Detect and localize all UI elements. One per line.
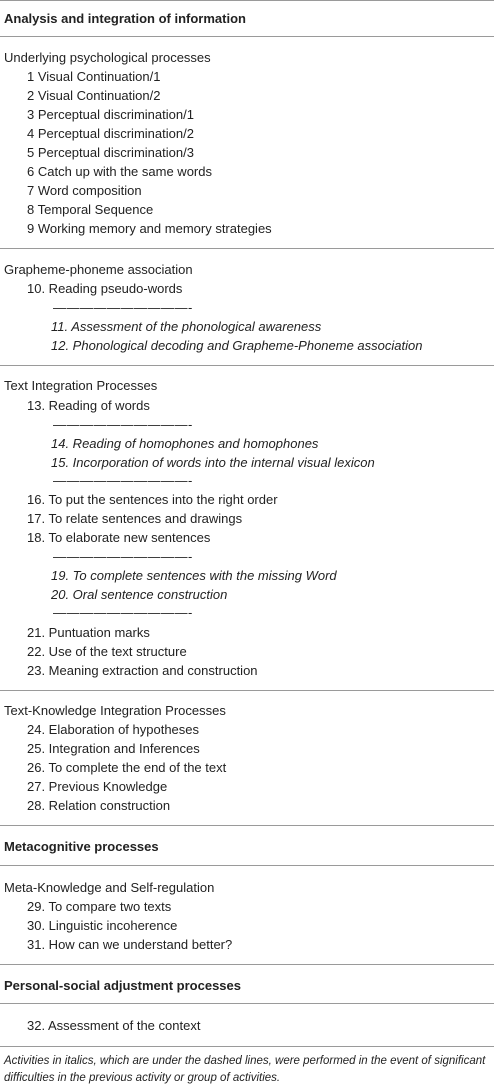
list-item: 3 Perceptual discrimination/1 bbox=[27, 107, 194, 122]
list-item: 23. Meaning extraction and construction bbox=[27, 663, 258, 678]
list-item: 5 Perceptual discrimination/3 bbox=[27, 145, 194, 160]
group-title-grapheme: Grapheme-phoneme association bbox=[4, 262, 193, 277]
list-item: 28. Relation construction bbox=[27, 798, 171, 813]
list-item-italic: 12. Phonological decoding and Grapheme-Phoneme association bbox=[51, 338, 423, 353]
list-item: 7 Word composition bbox=[27, 183, 142, 198]
dashed-line: ——————————- bbox=[53, 417, 193, 432]
group-rule bbox=[0, 365, 494, 366]
list-item: 31. How can we understand better? bbox=[27, 937, 233, 952]
section-rule bbox=[0, 36, 494, 37]
list-item: 17. To relate sentences and drawings bbox=[27, 511, 243, 526]
list-item: 13. Reading of words bbox=[27, 398, 150, 413]
group-rule bbox=[0, 248, 494, 249]
list-item: 21. Puntuation marks bbox=[27, 625, 150, 640]
list-item: 27. Previous Knowledge bbox=[27, 779, 168, 794]
list-item: 24. Elaboration of hypotheses bbox=[27, 722, 200, 737]
list-item: 16. To put the sentences into the right order bbox=[27, 492, 278, 507]
list-item: 22. Use of the text structure bbox=[27, 644, 187, 659]
dashed-line: ——————————- bbox=[53, 473, 193, 488]
dashed-line: ——————————- bbox=[53, 300, 193, 315]
list-item: 9 Working memory and memory strategies bbox=[27, 221, 272, 236]
section-title-analysis: Analysis and integration of information bbox=[4, 11, 246, 26]
list-item: 29. To compare two texts bbox=[27, 899, 172, 914]
list-item-italic: 14. Reading of homophones and homophones bbox=[51, 436, 319, 451]
dashed-line: ——————————- bbox=[53, 549, 193, 564]
table-footnote: Activities in italics, which are under the dashed lines, were performed in the event of significant difficulties in the previous activity or group of activities. bbox=[4, 1055, 486, 1084]
list-item: 30. Linguistic incoherence bbox=[27, 918, 178, 933]
list-item: 18. To elaborate new sentences bbox=[27, 530, 211, 545]
list-item-italic: 15. Incorporation of words into the internal visual lexicon bbox=[51, 455, 375, 470]
list-item: 10. Reading pseudo-words bbox=[27, 281, 183, 296]
list-item-italic: 20. Oral sentence construction bbox=[51, 587, 228, 602]
list-item: 8 Temporal Sequence bbox=[27, 202, 154, 217]
table-top-rule bbox=[0, 0, 494, 1]
list-item: 1 Visual Continuation/1 bbox=[27, 69, 161, 84]
list-item: 2 Visual Continuation/2 bbox=[27, 88, 161, 103]
list-item: 26. To complete the end of the text bbox=[27, 760, 227, 775]
list-item: 6 Catch up with the same words bbox=[27, 164, 212, 179]
group-title-meta-knowledge: Meta-Knowledge and Self-regulation bbox=[4, 880, 215, 895]
list-item: 4 Perceptual discrimination/2 bbox=[27, 126, 194, 141]
section-rule bbox=[0, 825, 494, 826]
list-item-italic: 19. To complete sentences with the missing Word bbox=[51, 568, 337, 583]
group-title-underlying: Underlying psychological processes bbox=[4, 50, 211, 65]
section-title-personal-social: Personal-social adjustment processes bbox=[4, 978, 241, 993]
group-title-text-integration: Text Integration Processes bbox=[4, 378, 158, 393]
section-title-metacognitive: Metacognitive processes bbox=[4, 839, 159, 854]
dashed-line: ——————————- bbox=[53, 605, 193, 620]
list-item: 25. Integration and Inferences bbox=[27, 741, 200, 756]
list-item: 32. Assessment of the context bbox=[27, 1018, 201, 1033]
section-rule bbox=[0, 1003, 494, 1004]
list-item-italic: 11. Assessment of the phonological awareness bbox=[51, 319, 322, 334]
group-rule bbox=[0, 690, 494, 691]
table-bottom-rule bbox=[0, 1046, 494, 1047]
section-rule bbox=[0, 865, 494, 866]
section-rule bbox=[0, 964, 494, 965]
group-title-text-knowledge: Text-Knowledge Integration Processes bbox=[4, 703, 226, 718]
